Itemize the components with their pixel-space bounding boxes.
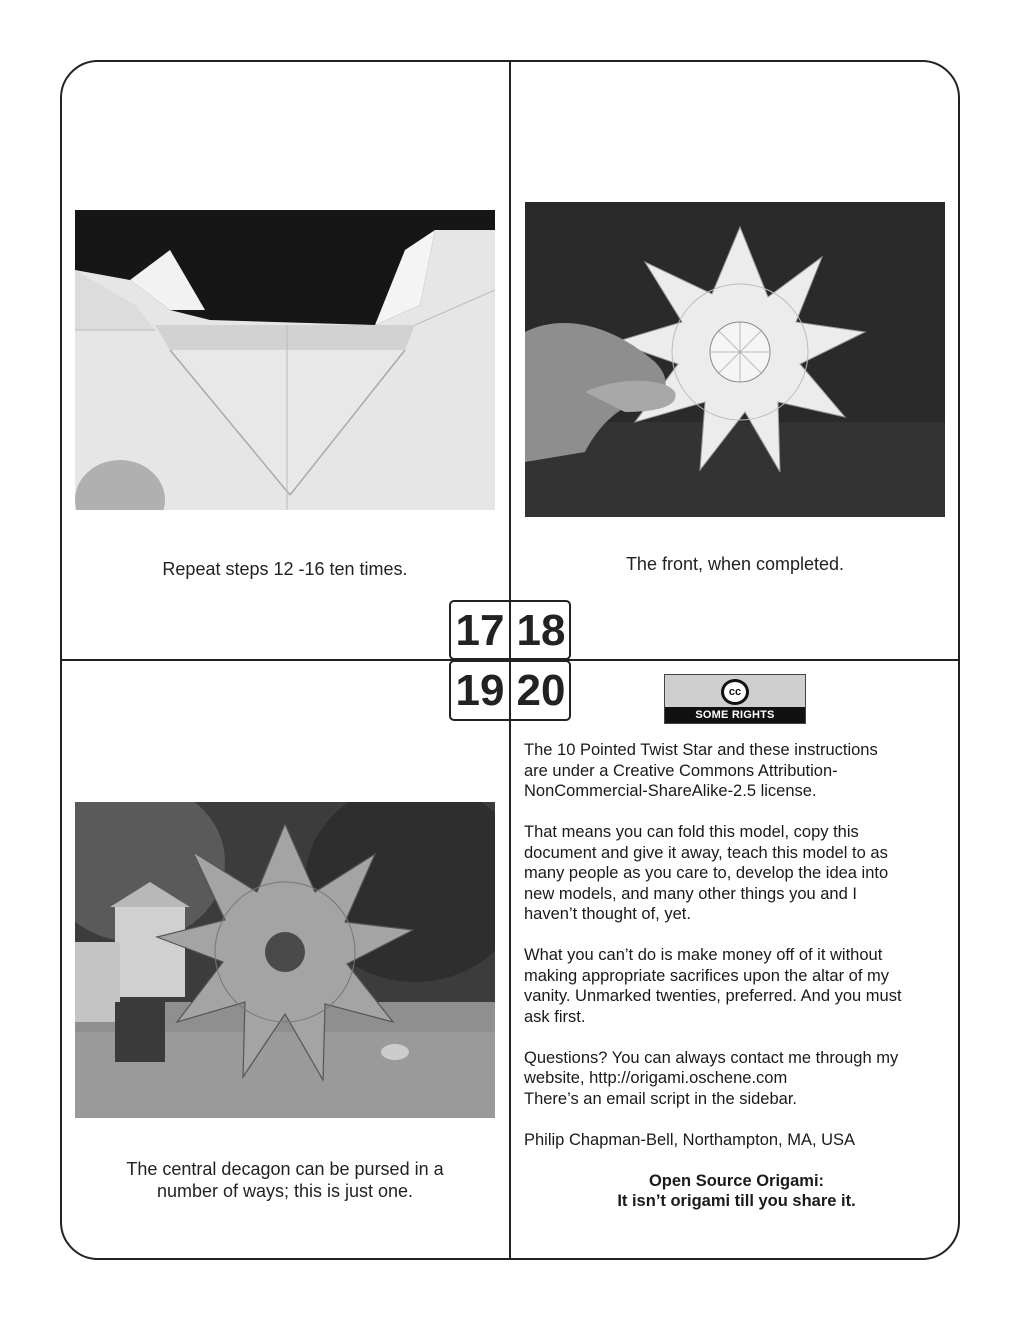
caption-step-19-line1: The central decagon can be pursed in a [126,1159,444,1179]
license-paragraph-1 [524,740,949,802]
photo-step-19 [75,802,495,1118]
website-link[interactable]: website, http://origami.oschene.com [524,1069,788,1087]
license-line: haven’t thought of, yet. [524,905,691,923]
license-text [524,740,949,1212]
creative-commons-badge [664,674,806,737]
license-paragraph-4 [524,1048,949,1110]
license-line: NonCommercial-ShareAlike-2.5 license. [524,782,817,800]
license-line: ask first. [524,1007,586,1026]
step-number-18: 18 [516,606,566,655]
photo-step-18 [525,202,945,517]
step-number-17: 17 [455,606,505,655]
step-number-19: 19 [455,666,505,715]
license-paragraph-2 [524,822,949,925]
license-line: The 10 Pointed Twist Star and these instructions [524,741,878,759]
license-paragraph-3 [524,945,949,1027]
caption-step-17: Repeat steps 12 -16 ten times. [162,559,408,579]
caption-step-19 [75,1158,495,1202]
cc-logo-icon: cc [721,679,749,705]
photo-step-17 [75,210,495,510]
cc-badge-text: SOME RIGHTS RESERVED [665,707,805,723]
license-line: That means you can fold this model, copy this [524,823,859,841]
caption-step-19-line2: number of ways; this is just one. [156,1181,414,1201]
step-number-20: 20 [516,666,566,715]
license-line: are under a Creative Commons Attribution- [524,761,838,780]
license-line: new models, and many other things you and I [524,884,857,903]
tagline-2: It isn’t origami till you share it. [617,1192,856,1210]
license-line: There’s an email script in the sidebar. [524,1089,797,1108]
tagline-1: Open Source Origami: [648,1171,825,1190]
author-line: Philip Chapman-Bell, Northampton, MA, USA [524,1130,856,1149]
license-line: Questions? You can always contact me through my [524,1048,899,1067]
license-line: vanity. Unmarked twenties, preferred. And you must [524,987,902,1005]
license-line: What you can’t do is make money off of it without [524,946,883,964]
license-line: document and give it away, teach this model to as [524,843,888,862]
license-line: making appropriate sacrifices upon the altar of my [524,966,890,985]
license-line: many people as you care to, develop the idea into [524,864,889,882]
caption-step-18: The front, when completed. [625,554,845,574]
